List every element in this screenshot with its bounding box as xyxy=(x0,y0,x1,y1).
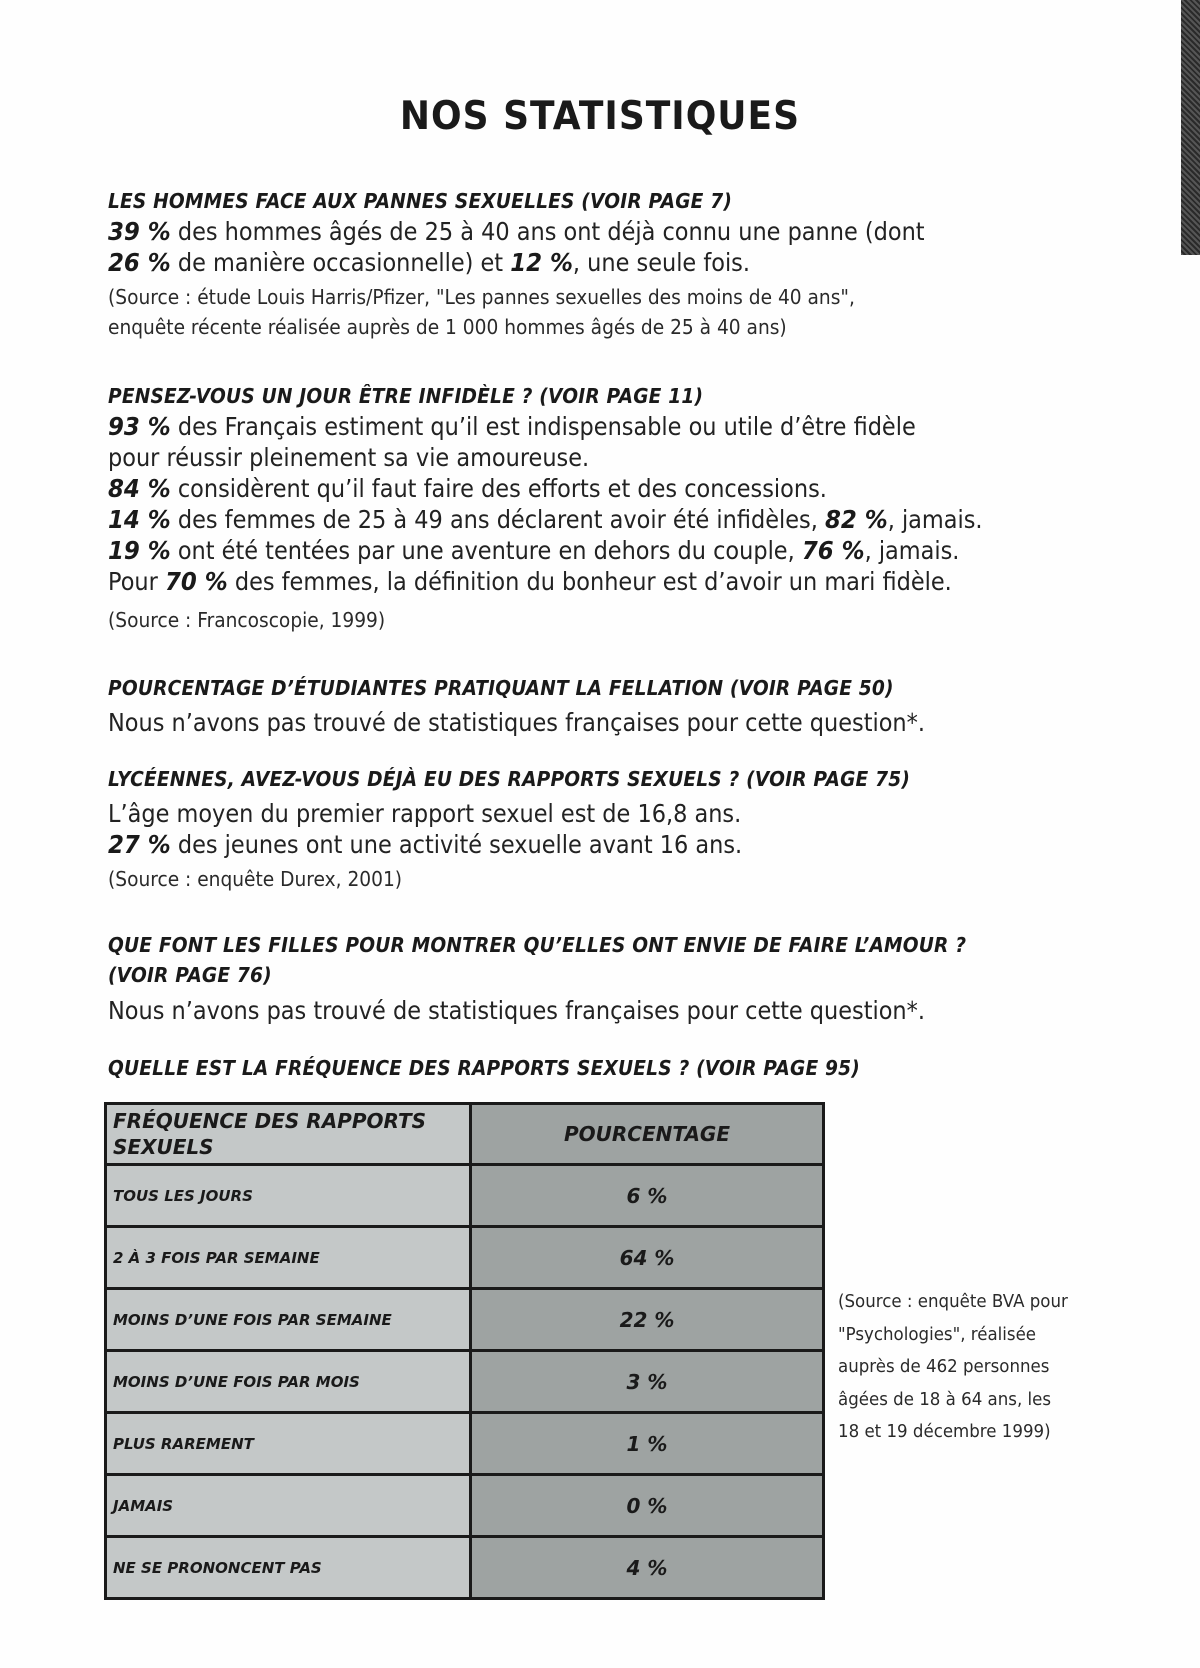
table-row xyxy=(106,1289,824,1351)
frequency-label: MOINS D’UNE FOIS PAR MOIS xyxy=(106,1351,471,1413)
percentage-value: 6 % xyxy=(471,1165,824,1227)
source-line: 18 et 19 décembre 1999) xyxy=(838,1422,1051,1442)
source-note: (Source : Francoscopie, 1999) xyxy=(108,608,386,632)
table-row xyxy=(106,1227,824,1289)
stat-text: , une seule fois. xyxy=(572,248,750,277)
table-header-percentage: POURCENTAGE xyxy=(471,1104,824,1165)
stat-text: , jamais. xyxy=(887,505,983,534)
table-row xyxy=(106,1537,824,1599)
stat-line xyxy=(108,216,1023,247)
frequency-label: PLUS RAREMENT xyxy=(106,1413,471,1475)
table-header-row xyxy=(106,1104,824,1165)
stat-text: des femmes, la définition du bonheur est d’avoir un mari fidèle. xyxy=(227,567,952,596)
stat-text: pour réussir pleinement sa vie amoureuse. xyxy=(108,443,590,472)
stat-text: considèrent qu’il faut faire des efforts et des concessions. xyxy=(170,474,827,503)
percentage-value: 4 % xyxy=(471,1537,824,1599)
stat-line xyxy=(108,707,1023,738)
header-line: SEXUELS xyxy=(113,1135,214,1159)
stat-text: de manière occasionnelle) et xyxy=(170,248,511,277)
section-lyceennes xyxy=(108,764,1108,894)
stat-percentage: 12 % xyxy=(510,248,573,277)
stat-text: des Français estiment qu’il est indispensable ou utile d’être fidèle xyxy=(170,412,916,441)
section-fellation xyxy=(108,673,1108,738)
stat-line xyxy=(108,247,1023,278)
stat-text: , jamais. xyxy=(864,536,960,565)
source-line: âgées de 18 à 64 ans, les xyxy=(838,1389,1052,1410)
source-note: enquête récente réalisée auprès de 1 000 hommes âgés de 25 à 40 ans) xyxy=(108,315,787,339)
frequency-label: TOUS LES JOURS xyxy=(106,1165,471,1227)
section-heading: QUELLE EST LA FRÉQUENCE DES RAPPORTS SEXUELS ? (VOIR PAGE 95) xyxy=(108,1056,860,1080)
stat-percentage: 93 % xyxy=(108,412,171,441)
section-heading: QUE FONT LES FILLES POUR MONTRER QU’ELLES ONT ENVIE DE FAIRE L’AMOUR ? xyxy=(108,933,967,957)
frequency-table xyxy=(104,1102,825,1600)
stat-text: Pour xyxy=(108,567,165,596)
stat-line xyxy=(108,504,1023,535)
stat-percentage: 82 % xyxy=(824,505,888,534)
section-heading: POURCENTAGE D’ÉTUDIANTES PRATIQUANT LA FELLATION (VOIR PAGE 50) xyxy=(108,676,894,700)
source-note: (Source : enquête Durex, 2001) xyxy=(108,867,403,891)
source-note: (Source : étude Louis Harris/Pfizer, "Les pannes sexuelles des moins de 40 ans", xyxy=(108,285,855,309)
stat-text: ont été tentées par une aventure en dehors du couple, xyxy=(170,536,802,565)
stat-percentage: 26 % xyxy=(108,248,171,277)
section-filles xyxy=(108,930,1108,1026)
stat-percentage: 70 % xyxy=(164,567,228,596)
stat-line xyxy=(108,798,1023,829)
frequency-label: NE SE PRONONCENT PAS xyxy=(106,1537,471,1599)
section-pannes xyxy=(108,186,1108,342)
stat-line xyxy=(108,442,1023,473)
section-infidele xyxy=(108,381,1108,635)
stat-percentage: 84 % xyxy=(108,474,171,503)
stat-line xyxy=(108,995,1023,1026)
table-row xyxy=(106,1165,824,1227)
section-heading: LES HOMMES FACE AUX PANNES SEXUELLES (VOIR PAGE 7) xyxy=(108,189,733,213)
source-line: auprès de 462 personnes xyxy=(838,1357,1050,1377)
table-row xyxy=(106,1413,824,1475)
stat-line xyxy=(108,566,1023,597)
percentage-value: 3 % xyxy=(471,1351,824,1413)
stat-percentage: 27 % xyxy=(108,830,171,859)
stat-percentage: 76 % xyxy=(801,536,865,565)
section-heading: PENSEZ-VOUS UN JOUR ÊTRE INFIDÈLE ? (VOIR PAGE 11) xyxy=(108,384,704,408)
stat-text: L’âge moyen du premier rapport sexuel est de 16,8 ans. xyxy=(108,799,742,828)
percentage-value: 1 % xyxy=(471,1413,824,1475)
frequency-label: MOINS D’UNE FOIS PAR SEMAINE xyxy=(106,1289,471,1351)
section-heading: LYCÉENNES, AVEZ-VOUS DÉJÀ EU DES RAPPORTS SEXUELS ? (VOIR PAGE 75) xyxy=(108,767,911,791)
frequency-label: 2 À 3 FOIS PAR SEMAINE xyxy=(106,1227,471,1289)
stat-line xyxy=(108,535,1023,566)
percentage-value: 22 % xyxy=(471,1289,824,1351)
header-line: FRÉQUENCE DES RAPPORTS xyxy=(113,1109,427,1133)
source-line: "Psychologies", réalisée xyxy=(838,1324,1037,1345)
stat-line xyxy=(108,829,1023,860)
table-source-note xyxy=(838,1286,1098,1449)
stat-text: des femmes de 25 à 49 ans déclarent avoir été infidèles, xyxy=(170,505,825,534)
stat-text: Nous n’avons pas trouvé de statistiques françaises pour cette question*. xyxy=(108,996,925,1025)
section-heading-continued: (VOIR PAGE 76) xyxy=(108,963,272,987)
table-row xyxy=(106,1475,824,1537)
page-title: NOS STATISTIQUES xyxy=(399,94,801,139)
stat-text: des jeunes ont une activité sexuelle avant 16 ans. xyxy=(170,830,743,859)
stat-line xyxy=(108,473,1023,504)
frequency-label: JAMAIS xyxy=(106,1475,471,1537)
source-line: (Source : enquête BVA pour xyxy=(838,1292,1068,1312)
table-row xyxy=(106,1351,824,1413)
stat-text: des hommes âgés de 25 à 40 ans ont déjà connu une panne (dont xyxy=(170,217,925,246)
stat-text: Nous n’avons pas trouvé de statistiques françaises pour cette question*. xyxy=(108,708,925,737)
stat-line xyxy=(108,411,1023,442)
percentage-value: 64 % xyxy=(471,1227,824,1289)
section-frequence xyxy=(108,1053,1108,1083)
percentage-value: 0 % xyxy=(471,1475,824,1537)
table-header-frequency xyxy=(106,1104,471,1165)
stat-percentage: 19 % xyxy=(108,536,171,565)
stat-percentage: 14 % xyxy=(108,505,171,534)
stat-percentage: 39 % xyxy=(108,217,171,246)
